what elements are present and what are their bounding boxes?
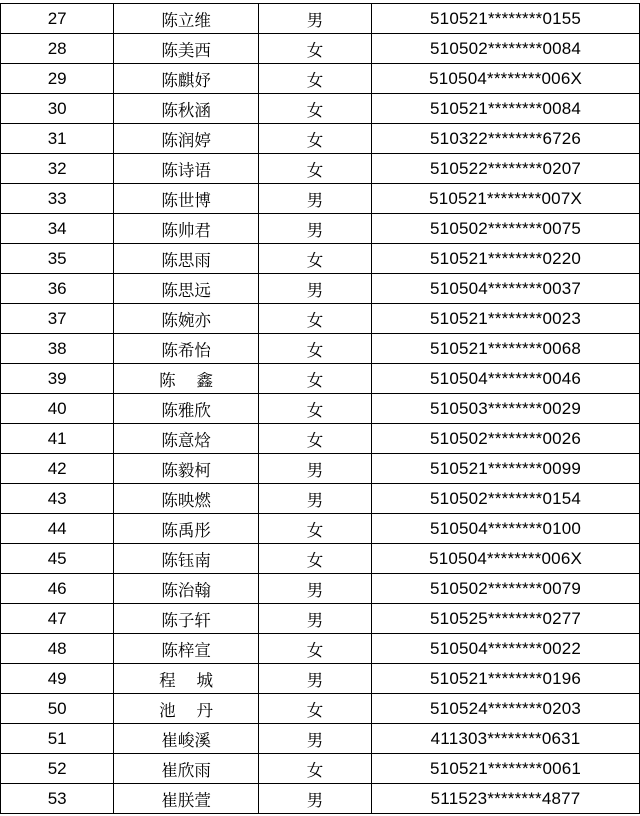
- id-number-cell: 510503********0029: [372, 394, 640, 424]
- gender-cell: 男: [258, 784, 371, 814]
- row-number-cell: 39: [1, 364, 114, 394]
- id-number-cell: 510521********0061: [372, 754, 640, 784]
- student-name-cell: 陈毅柯: [114, 454, 258, 484]
- table-row: [1, 454, 640, 484]
- row-number-cell: 50: [1, 694, 114, 724]
- row-number-cell: 34: [1, 214, 114, 244]
- table-row: [1, 34, 640, 64]
- student-name-cell: 陈立维: [114, 4, 258, 34]
- table-row: [1, 604, 640, 634]
- table-row: [1, 304, 640, 334]
- gender-cell: 男: [258, 184, 371, 214]
- student-name-cell: 陈雅欣: [114, 394, 258, 424]
- student-name-cell: 陈润婷: [114, 124, 258, 154]
- id-number-cell: 510524********0203: [372, 694, 640, 724]
- gender-cell: 女: [258, 94, 371, 124]
- id-number-cell: 510322********6726: [372, 124, 640, 154]
- student-name-cell: 陈 鑫: [114, 364, 258, 394]
- gender-cell: 男: [258, 574, 371, 604]
- id-number-cell: 510502********0084: [372, 34, 640, 64]
- id-number-cell: 511523********4877: [372, 784, 640, 814]
- table-row: [1, 694, 640, 724]
- student-name-cell: 陈麒妤: [114, 64, 258, 94]
- table-row: [1, 394, 640, 424]
- student-name-cell: 崔欣雨: [114, 754, 258, 784]
- student-name-cell: 陈映燃: [114, 484, 258, 514]
- row-number-cell: 33: [1, 184, 114, 214]
- id-number-cell: 510521********0068: [372, 334, 640, 364]
- gender-cell: 男: [258, 274, 371, 304]
- table-row: [1, 544, 640, 574]
- id-number-cell: 411303********0631: [372, 724, 640, 754]
- gender-cell: 男: [258, 664, 371, 694]
- table-row: [1, 514, 640, 544]
- table-row: [1, 634, 640, 664]
- table-row: [1, 784, 640, 814]
- student-name-cell: 陈梓宣: [114, 634, 258, 664]
- student-name-cell: 陈诗语: [114, 154, 258, 184]
- table-row: [1, 214, 640, 244]
- student-roster-table: [0, 3, 640, 814]
- row-number-cell: 37: [1, 304, 114, 334]
- table-row: [1, 184, 640, 214]
- table-row: [1, 424, 640, 454]
- row-number-cell: 47: [1, 604, 114, 634]
- gender-cell: 女: [258, 394, 371, 424]
- student-name-cell: 陈秋涵: [114, 94, 258, 124]
- table-row: [1, 484, 640, 514]
- table-row: [1, 244, 640, 274]
- student-name-cell: 陈婉亦: [114, 304, 258, 334]
- gender-cell: 女: [258, 514, 371, 544]
- student-name-cell: 陈钰南: [114, 544, 258, 574]
- id-number-cell: 510502********0075: [372, 214, 640, 244]
- table-row: [1, 574, 640, 604]
- id-number-cell: 510521********0196: [372, 664, 640, 694]
- gender-cell: 男: [258, 724, 371, 754]
- row-number-cell: 51: [1, 724, 114, 754]
- gender-cell: 男: [258, 454, 371, 484]
- student-name-cell: 陈思远: [114, 274, 258, 304]
- student-name-cell: 池 丹: [114, 694, 258, 724]
- student-name-cell: 崔朕萱: [114, 784, 258, 814]
- gender-cell: 女: [258, 64, 371, 94]
- student-name-cell: 陈意焓: [114, 424, 258, 454]
- table-row: [1, 334, 640, 364]
- id-number-cell: 510504********0100: [372, 514, 640, 544]
- id-number-cell: 510504********0037: [372, 274, 640, 304]
- row-number-cell: 36: [1, 274, 114, 304]
- table-row: [1, 154, 640, 184]
- table-row: [1, 724, 640, 754]
- row-number-cell: 49: [1, 664, 114, 694]
- id-number-cell: 510521********0023: [372, 304, 640, 334]
- student-name-cell: 陈禹彤: [114, 514, 258, 544]
- gender-cell: 女: [258, 154, 371, 184]
- id-number-cell: 510504********006X: [372, 544, 640, 574]
- table-row: [1, 124, 640, 154]
- student-name-cell: 陈子轩: [114, 604, 258, 634]
- gender-cell: 男: [258, 4, 371, 34]
- table-row: [1, 4, 640, 34]
- row-number-cell: 44: [1, 514, 114, 544]
- gender-cell: 男: [258, 214, 371, 244]
- id-number-cell: 510521********0084: [372, 94, 640, 124]
- student-name-cell: 陈帅君: [114, 214, 258, 244]
- table-row: [1, 664, 640, 694]
- id-number-cell: 510525********0277: [372, 604, 640, 634]
- row-number-cell: 27: [1, 4, 114, 34]
- gender-cell: 女: [258, 334, 371, 364]
- roster-table-body: [1, 4, 640, 814]
- row-number-cell: 42: [1, 454, 114, 484]
- gender-cell: 女: [258, 634, 371, 664]
- student-name-cell: 陈世博: [114, 184, 258, 214]
- student-name-cell: 陈治翰: [114, 574, 258, 604]
- id-number-cell: 510504********0046: [372, 364, 640, 394]
- student-name-cell: 崔峻溪: [114, 724, 258, 754]
- row-number-cell: 52: [1, 754, 114, 784]
- gender-cell: 女: [258, 694, 371, 724]
- id-number-cell: 510504********0022: [372, 634, 640, 664]
- row-number-cell: 29: [1, 64, 114, 94]
- student-name-cell: 陈思雨: [114, 244, 258, 274]
- row-number-cell: 45: [1, 544, 114, 574]
- row-number-cell: 32: [1, 154, 114, 184]
- table-row: [1, 274, 640, 304]
- row-number-cell: 48: [1, 634, 114, 664]
- gender-cell: 男: [258, 604, 371, 634]
- id-number-cell: 510521********0155: [372, 4, 640, 34]
- id-number-cell: 510502********0026: [372, 424, 640, 454]
- table-row: [1, 64, 640, 94]
- row-number-cell: 28: [1, 34, 114, 64]
- gender-cell: 男: [258, 484, 371, 514]
- id-number-cell: 510521********0099: [372, 454, 640, 484]
- student-name-cell: 陈美西: [114, 34, 258, 64]
- id-number-cell: 510522********0207: [372, 154, 640, 184]
- gender-cell: 女: [258, 34, 371, 64]
- gender-cell: 女: [258, 124, 371, 154]
- table-row: [1, 364, 640, 394]
- row-number-cell: 38: [1, 334, 114, 364]
- row-number-cell: 30: [1, 94, 114, 124]
- id-number-cell: 510504********006X: [372, 64, 640, 94]
- id-number-cell: 510521********0220: [372, 244, 640, 274]
- student-name-cell: 陈希怡: [114, 334, 258, 364]
- table-row: [1, 754, 640, 784]
- row-number-cell: 31: [1, 124, 114, 154]
- id-number-cell: 510502********0154: [372, 484, 640, 514]
- gender-cell: 女: [258, 304, 371, 334]
- id-number-cell: 510502********0079: [372, 574, 640, 604]
- gender-cell: 女: [258, 244, 371, 274]
- gender-cell: 女: [258, 364, 371, 394]
- row-number-cell: 43: [1, 484, 114, 514]
- table-row: [1, 94, 640, 124]
- row-number-cell: 41: [1, 424, 114, 454]
- row-number-cell: 53: [1, 784, 114, 814]
- gender-cell: 女: [258, 424, 371, 454]
- row-number-cell: 40: [1, 394, 114, 424]
- gender-cell: 女: [258, 754, 371, 784]
- gender-cell: 女: [258, 544, 371, 574]
- row-number-cell: 46: [1, 574, 114, 604]
- student-name-cell: 程 城: [114, 664, 258, 694]
- id-number-cell: 510521********007X: [372, 184, 640, 214]
- row-number-cell: 35: [1, 244, 114, 274]
